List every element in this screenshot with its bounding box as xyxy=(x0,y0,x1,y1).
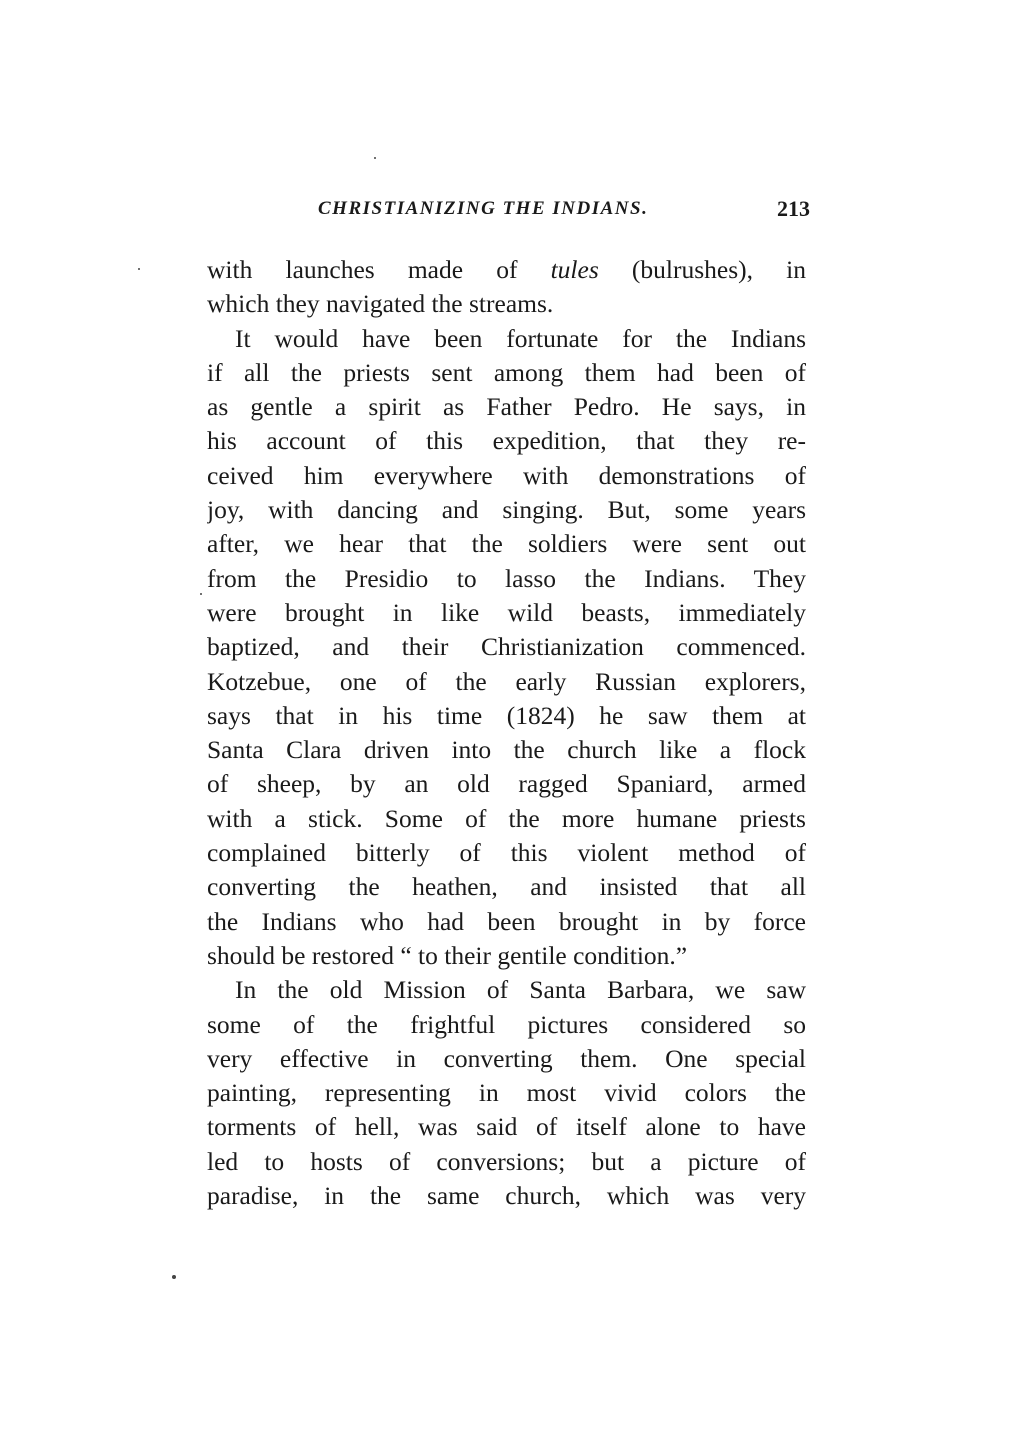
text-line: very effective in converting them. One special xyxy=(207,1043,806,1073)
text-line: led to hosts of conversions; but a picture of xyxy=(207,1146,806,1176)
text-line xyxy=(207,253,806,287)
text-line: complained bitterly of this violent method of xyxy=(207,838,806,868)
text-line: as gentle a spirit as Father Pedro. He says, in xyxy=(207,392,806,422)
text-run: (bulrushes), in xyxy=(598,255,806,284)
text-line: Kotzebue, one of the early Russian explorers, xyxy=(207,666,806,696)
page-number: 213 xyxy=(777,196,810,221)
text-line: should be restored “ to their gentile condition.” xyxy=(207,940,688,970)
text-line: from the Presidio to lasso the Indians. They xyxy=(207,563,806,593)
italic-word: tules xyxy=(550,255,599,284)
text-run: with launches made of xyxy=(207,255,551,284)
text-line: joy, with dancing and singing. But, some years xyxy=(207,495,806,525)
text-line: converting the heathen, and insisted that all xyxy=(207,872,806,902)
text-line: the Indians who had been brought in by force xyxy=(207,906,806,936)
text-line: says that in his time (1824) he saw them at xyxy=(207,700,806,730)
text-line: with a stick. Some of the more humane priests xyxy=(207,803,806,833)
text-line: In the old Mission of Santa Barbara, we saw xyxy=(235,975,806,1005)
running-head xyxy=(318,196,810,226)
text-line: torments of hell, was said of itself alone to have xyxy=(207,1112,806,1142)
text-line: of sheep, by an old ragged Spaniard, armed xyxy=(207,769,806,799)
text-line: Santa Clara driven into the church like a flock xyxy=(207,735,806,765)
text-line: paradise, in the same church, which was very xyxy=(207,1181,806,1211)
text-line: It would have been fortunate for the Indians xyxy=(235,323,806,353)
text-line: baptized, and their Christianization commenced. xyxy=(207,632,806,662)
text-line: his account of this expedition, that they re- xyxy=(207,426,806,456)
text-line: some of the frightful pictures considered so xyxy=(207,1009,806,1039)
text-line: were brought in like wild beasts, immediately xyxy=(207,597,806,627)
text-line: which they navigated the streams. xyxy=(207,289,554,319)
text-line: after, we hear that the soldiers were sent out xyxy=(207,529,806,559)
body-text xyxy=(207,253,806,1213)
text-line: ceived him everywhere with demonstrations of xyxy=(207,460,806,490)
scan-speck xyxy=(200,593,202,595)
scan-speck xyxy=(374,157,376,159)
scan-speck xyxy=(172,1275,176,1279)
scan-speck xyxy=(138,268,140,270)
chapter-title: CHRISTIANIZING THE INDIANS. xyxy=(318,198,649,219)
text-line: painting, representing in most vivid colors the xyxy=(207,1078,806,1108)
text-line: if all the priests sent among them had been of xyxy=(207,357,806,387)
